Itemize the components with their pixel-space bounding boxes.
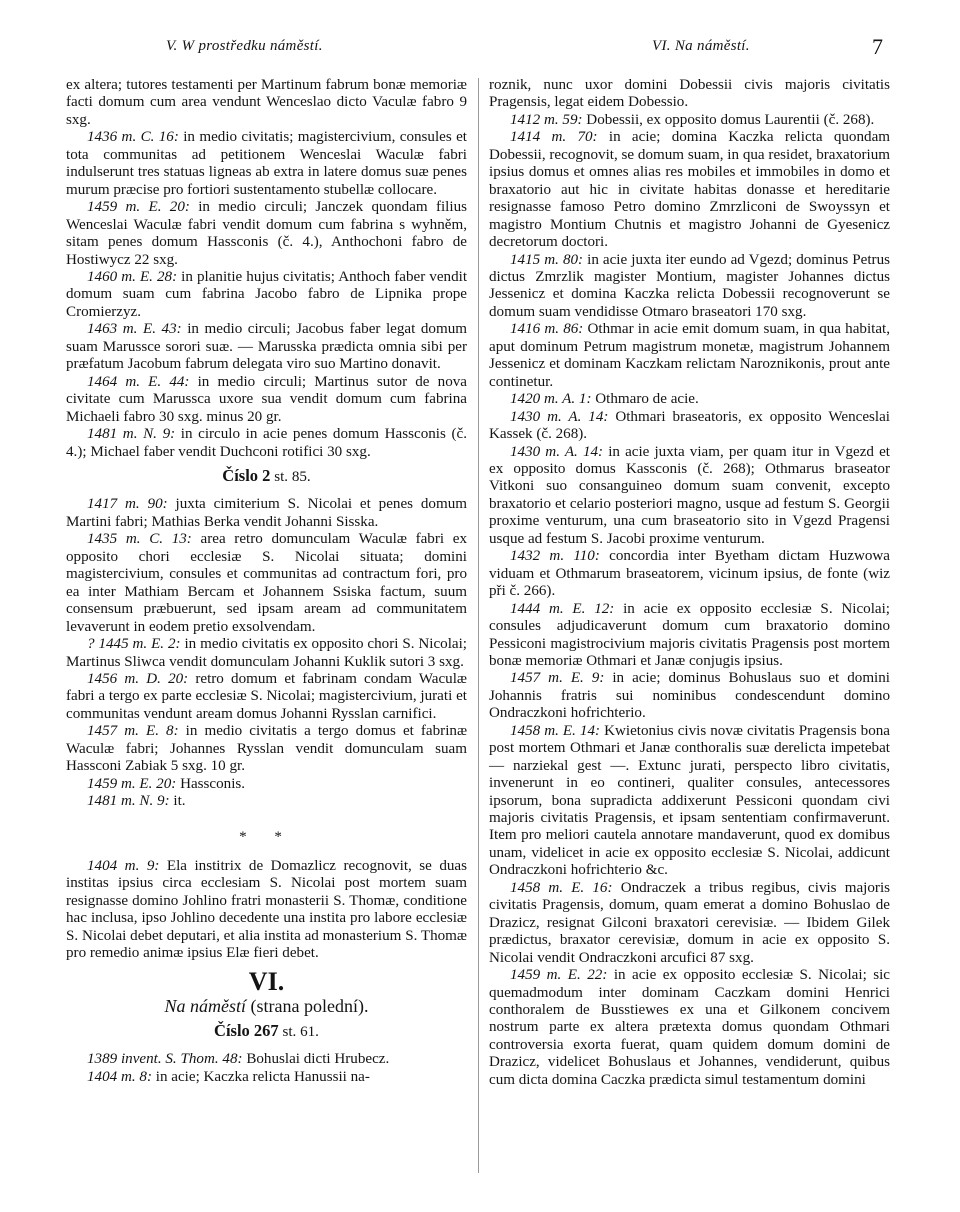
running-header-left: V. W prostředku náměstí. [166,38,323,54]
entry-reference: 1414 m. 70: [510,129,598,146]
entry-paragraph [66,671,467,723]
entry-paragraph [66,129,467,199]
entry-text: in acie ex opposito ecclesiæ S. Nicolai; consules adjudicaverunt domum cum braxatorio domino Pessiconi magistrocivium majoris civitatis Pragensis post mortem bonæ memoriæ Othmari et Janæ conjugis ipsius. [489,600,890,669]
entry-reference: 1481 m. N. 9: [87,426,176,443]
entry-reference: 1459 m. E. 20: [87,775,177,792]
entry-reference: 1457 m. E. 8: [87,723,179,740]
entry-reference: 1389 invent. S. Thom. 48: [87,1051,243,1068]
entry-paragraph [489,880,890,967]
entry-paragraph [489,967,890,1089]
column-divider [478,78,479,1173]
house-number-street: st. 85. [274,468,311,485]
entry-reference: 1404 m. 9: [87,858,160,875]
running-header-right: VI. Na náměstí. [652,38,750,54]
entry-text: juxta cimiterium S. Nicolai et penes domum Martini fabri; Mathias Berka vendit Johanni Sisska. [66,496,468,530]
entry-reference: 1416 m. 86: [510,321,584,338]
entry-text: in acie juxta viam, per quam itur in Vgezd et ex opposito domus Kassconis (č. 268); Othmarus braseator Vitkoni suo consanguineo domum suam convenit, excepto braxatorio et celario posteriori magno, usque ad festum S. Georgii proxime venturum, una cum braseatorio sito in Vgezd Pragensi usque ad festum S. Jacobi proxime venturum. [489,443,890,547]
entry-text: in medio circuli; Janczek quondam filius Wenceslai Waculæ fabri vendit domum cum fabrina s wyhněm, sitam penes domum Hassconis (č. 4.), Anthochoni fabro de Hostiwycz 22 sxg. [66,199,467,268]
entry-reference: 1412 m. 59: [510,111,583,128]
entry-reference: 1457 m. E. 9: [510,670,605,687]
entry-paragraph [489,670,890,722]
entry-paragraph [489,444,890,549]
entry-text: it. [169,793,186,810]
entry-text: area retro domunculam Waculæ fabri ex opposito chori ecclesiæ S. Nicolai situata; domini magistercivium, consules et communitas ad contractum fori, pro ea inter Mathiam Bercam et Johannem Ssiska factum, suum consensum præbuerunt, sed ipsam aream ad communitatem levaverunt in eodem pretio exsolvendam. [66,531,467,635]
house-number-label: Číslo 267 [214,1020,279,1040]
entry-text: in acie juxta iter eundo ad Vgezd; dominus Petrus dictus Zmrzlik magister Montium, magister Johannes dictus Jessenicz et domina Kaczka relicta Dobessii recognoverunt se domum suam vendidisse Otmaro braseatori 170 sxg. [489,251,890,320]
entry-paragraph [66,374,467,426]
entry-paragraph [489,129,890,251]
entry-text: retro domum et fabrinam condam Waculæ fabri a tergo ex parte ecclesiæ S. Nicolai; magistercivium, jurati et communitas vendunt aream domus Johanni Rysslan carnifici. [66,670,467,722]
entry-reference: 1415 m. 80: [510,251,584,268]
paragraph: ex altera; tutores testamenti per Martinum fabrum bonæ memoriæ facti domum cum area vendunt Wenceslao dicto Vaculæ fabro 9 sxg. [66,77,467,128]
entry-reference: 1458 m. E. 14: [510,722,601,739]
entry-text: concordia inter Byetham dictam Huzwowa viduam et Othmarum braseatorem, vicinum ipsius, de fonte (wiz při č. 266). [489,548,890,600]
section-separator: * * [239,828,294,845]
left-column [66,77,467,1086]
entry-paragraph [66,858,467,963]
entry-reference: 1460 m. E. 28: [87,268,178,285]
entry-paragraph [66,199,467,269]
entry-paragraph [489,321,890,391]
entry-reference: 1481 m. N. 9: [87,793,170,810]
entry-text: Dobessii, ex opposito domus Laurentii (č. 268). [582,111,875,128]
entry-text: in acie ex opposito ecclesiæ S. Nicolai; sic quemadmodum inter dominam Caczkam domini Henrici conthoralem de Busstiewes ex una et Gilkonem concivem nostrum parte ex altera prætexta domus quondam Othmari controversia exorta fuerat, quam quidem domum domini de Drazicz, videlicet Bohuslaus et Johannes, vendiderunt, quibus cum dicta domina Caczka prædicta simul testamentum domini [489,967,890,1088]
entry-reference: 1459 m. E. 22: [510,967,608,984]
entry-reference: 1435 m. C. 13: [87,531,192,548]
entry-reference: 1432 m. 110: [510,548,600,565]
section-heading [66,998,467,1015]
entry-text: Ela institrix de Domazlicz recognovit, se duas institas ipsius circa ecclesiam S. Nicolai post mortem suam resignasse domino Johlino fratri monasterii S. Thomæ, conditione hac inclusa, ipso Johlino decedente una instita pro labore ecclesiæ S. Nicolai debet deputari, et alia instita ad monasterium S. Thomæ pro remedio animæ ipsius Elæ fieri debet. [66,858,468,962]
entry-paragraph [489,112,890,129]
entry-text: in medio civitatis ex opposito chori S. Nicolai; Martinus Sliwca vendit domunculam Johanni Kuklik sutori 3 sxg. [66,636,468,670]
entry-text: Ondraczek a tribus regibus, civis majoris civitatis Pragensis, domum, quam emerat a domino Bohuslao de Drazicz, resignat Gilconi braxatori cerevisiæ. — Ibidem Gilek prædictus, braxator cerevisiæ, domum in acie ex opposito S. Nicolai vendit Ondraczkoni arcufici 87 sxg. [489,879,891,966]
entry-reference: 1459 m. E. 20: [87,199,190,216]
entry-text: Othmaro de acie. [591,391,699,408]
entry-reference: 1430 m. A. 14: [510,443,604,460]
paragraph: roznik, nunc uxor domini Dobessii civis majoris civitatis Pragensis, legat eidem Dobessio. [489,77,890,111]
page-number: 7 [872,34,883,59]
right-column [489,77,890,1089]
entry-paragraph [489,548,890,600]
entry-paragraph [66,793,467,810]
house-number-heading [66,1022,467,1041]
entry-paragraph [66,1069,467,1086]
entry-text: Bohuslai dicti Hrubecz. [242,1051,390,1068]
entry-text: Kwietonius civis novæ civitatis Pragensis bona post mortem Othmari et Janæ conthoralis suæ derelicta impetebat — narziekal gest —. Extunc jurati, perspecto libro civitatis, invenerunt in eo contineri, qualiter consules, antecessores ipsorum, bona supradicta addixerunt Pessiconi quondam civi majoris civitatis Pragensis, et ipsam sententiam confirmaverunt. Item pro meliori cautela annotare mandaverunt, quod ex domibus unam, videlicet in acie ex opposito ecclesiæ S. Nicolai, addicunt Ondraczkoni hofrichterio &c. [489,722,891,879]
entry-paragraph [66,531,467,636]
entry-paragraph [489,391,890,408]
entry-paragraph [489,252,890,322]
entry-text: in medio civitatis a tergo domus et fabrinæ Waculæ fabri; Johannes Rysslan vendit domunculam suam Hassconi Zabiak 5 sxg. 10 gr. [66,723,468,775]
entry-reference: 1436 m. C. 16: [87,129,179,146]
entry-paragraph [66,426,467,461]
section-numeral: VI. [248,966,285,996]
entry-text: in acie; dominus Bohuslaus suo et domini Johannis fratris sui nominibus condescendunt domino Ondraczkoni hofrichterio. [489,670,890,722]
entry-paragraph [489,723,890,880]
house-number-label: Číslo 2 [222,465,271,485]
entry-reference: 1430 m. A. 14: [510,408,609,425]
entry-paragraph [66,1051,467,1068]
entry-reference: 1404 m. 8: [87,1068,152,1085]
entry-reference: 1458 m. E. 16: [510,879,613,896]
entry-reference: 1456 m. D. 20: [87,670,189,687]
entry-text: Hassconis. [176,775,246,792]
entry-text: in planitie hujus civitatis; Anthoch faber vendit domum suam cum fabrina Jacobo fabro de Lipnika prope Cromierzyz. [66,268,468,320]
entry-text: in acie; domina Kaczka relicta quondam Dobessii, recognovit, se domum suam, in qua residet, braxatorium ipsius domus et omnes alias res mobiles et immobiles in domo et braxatorio aut hic in civitate habitas donasse et hereditarie resignasse famoso Petro domino Zmrzliconi de Swoyssyn et magistro Montium Chutnis et magistro Johanni de Gyesenicz decretorum doctori. [489,129,891,251]
entry-paragraph [66,269,467,321]
entry-reference: ? 1445 m. E. 2: [87,636,181,653]
entry-paragraph [489,601,890,671]
entry-paragraph [66,776,467,793]
entry-text: in medio civitatis; magistercivium, consules et tota communitas ad petitionem Wenceslai Waculæ fabri indulserunt tres statuas ligneas ab extra in latere domus suæ penes murum præcise pro fortiori sustentamento stubellæ collocare. [66,129,467,198]
house-number-street: st. 61. [282,1023,319,1040]
entry-text: Othmar in acie emit domum suam, in qua habitat, aput dominum Petrum magistrum monetæ, magistrum Johannem Jessenicz et dominam Kaczkam relictam Naroznikonis, prout ante continetur. [489,321,891,390]
entry-reference: 1420 m. A. 1: [510,391,592,408]
entry-text: in acie; Kaczka relicta Hanussii na- [151,1068,370,1085]
entry-text: in medio circuli; Jacobus faber legat domum suam Marussce sorori suæ. — Marusska prædicta omnia sibi per præfatum Jacobum fabrum delegata viro suo Martino donavit. [66,321,468,373]
entry-paragraph [489,409,890,444]
house-number-heading [66,467,467,486]
entry-reference: 1444 m. E. 12: [510,600,615,617]
entry-reference: 1463 m. E. 43: [87,321,182,338]
entry-text: in medio circuli; Martinus sutor de nova civitate cum Marussca uxore sua vendit domum cum fabrina Michaeli fabro 30 sxg. minus 20 gr. [66,373,467,425]
entry-paragraph [66,723,467,775]
entry-text: in circulo in acie penes domum Hassconis (č. 4.); Michael faber vendit Duchconi rotifici 30 sxg. [66,426,467,460]
entry-reference: 1417 m. 90: [87,496,168,513]
entry-paragraph [66,636,467,671]
entry-reference: 1464 m. E. 44: [87,373,190,390]
entry-text: Othmari braseatoris, ex opposito Wenceslai Kassek (č. 268). [489,408,890,443]
section-subtitle: (strana polední). [246,996,369,1017]
entry-paragraph [66,321,467,373]
section-title: Na náměstí [164,996,247,1017]
entry-paragraph [66,496,467,531]
